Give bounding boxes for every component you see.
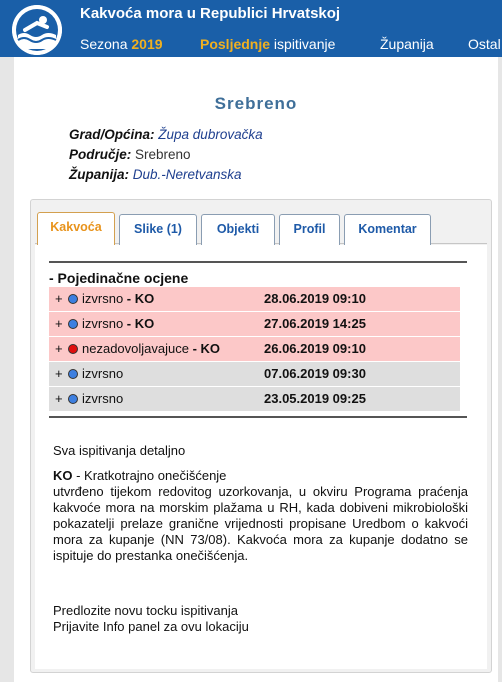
result-row[interactable] bbox=[49, 362, 460, 386]
blue-dot-icon bbox=[68, 369, 78, 379]
tab-objects[interactable]: Objekti bbox=[201, 214, 275, 245]
all-tests-link[interactable]: Sva ispitivanja detaljno bbox=[53, 443, 186, 458]
county-link[interactable]: Dub.-Neretvanska bbox=[132, 167, 242, 182]
nav-season-label: Sezona bbox=[80, 36, 128, 52]
ko-description: utvrđeno tijekom redovitog uzorkovanja, u okviru Programa praćenja kakvoće mora na morskim plažama u RH, kada dobiveni mikrobiološki pokazatelji prelaze granične vrijednosti propisane Uredbom o kakvoći mora za kupanje (NN 73/08). Kakvoća mora za kupanje dodatno se ispituje do prestanka onečišćenja. bbox=[53, 484, 468, 563]
page-title: Srebreno bbox=[214, 94, 298, 113]
nav-latest-rest: ispitivanje bbox=[273, 36, 336, 52]
ko-def-text: - Kratkotrajno onečišćenje bbox=[72, 468, 227, 483]
section-title-ratings[interactable]: - Pojedinačne ocjene bbox=[49, 270, 189, 286]
result-date: 26.06.2019 09:10 bbox=[264, 341, 366, 356]
blue-dot-icon bbox=[68, 294, 78, 304]
nav-season[interactable] bbox=[80, 36, 163, 52]
status-text: izvrsno bbox=[82, 291, 124, 306]
info-county bbox=[69, 167, 242, 182]
divider-bottom bbox=[49, 416, 467, 418]
divider-top bbox=[49, 261, 467, 263]
tab-container bbox=[30, 199, 492, 673]
ko-explanation bbox=[53, 468, 468, 564]
nav-latest-highlight: Posljednje bbox=[200, 36, 271, 52]
status-flag: - KO bbox=[123, 316, 155, 331]
blue-dot-icon bbox=[68, 394, 78, 404]
ko-definition bbox=[53, 468, 468, 484]
nav-latest-test[interactable] bbox=[200, 36, 335, 52]
area-value: Srebreno bbox=[135, 147, 191, 162]
expand-icon[interactable]: + bbox=[55, 316, 63, 331]
result-date: 07.06.2019 09:30 bbox=[264, 366, 366, 381]
expand-icon[interactable]: + bbox=[55, 366, 63, 381]
tab-profile[interactable]: Profil bbox=[279, 214, 340, 245]
result-status bbox=[82, 391, 123, 406]
info-area bbox=[69, 147, 191, 162]
nav-season-year: 2019 bbox=[131, 36, 163, 52]
info-municipality bbox=[69, 127, 263, 142]
municipality-label: Grad/Općina: bbox=[69, 127, 155, 142]
expand-icon[interactable]: + bbox=[55, 291, 63, 306]
tab-images[interactable]: Slike (1) bbox=[119, 214, 197, 245]
result-date: 27.06.2019 14:25 bbox=[264, 316, 366, 331]
tab-strip bbox=[35, 210, 487, 244]
result-row[interactable] bbox=[49, 387, 460, 411]
expand-icon[interactable]: + bbox=[55, 391, 63, 406]
nav-other[interactable]: Ostal bbox=[468, 36, 501, 52]
result-status bbox=[82, 341, 220, 356]
status-text: nezadovoljavajuce bbox=[82, 341, 189, 356]
ko-abbr: KO bbox=[53, 468, 73, 483]
content-panel bbox=[14, 57, 498, 682]
tab-panel-quality bbox=[35, 245, 487, 669]
site-header bbox=[0, 0, 502, 57]
result-status bbox=[82, 366, 123, 381]
result-row[interactable] bbox=[49, 312, 460, 336]
result-status bbox=[82, 291, 154, 306]
swimmer-logo-icon[interactable] bbox=[12, 5, 62, 55]
tab-quality[interactable]: Kakvoća bbox=[37, 212, 115, 245]
status-text: izvrsno bbox=[82, 316, 124, 331]
blue-dot-icon bbox=[68, 319, 78, 329]
report-info-panel-link[interactable]: Prijavite Info panel za ovu lokaciju bbox=[53, 619, 249, 634]
municipality-link[interactable]: Župa dubrovačka bbox=[158, 127, 263, 142]
result-date: 28.06.2019 09:10 bbox=[264, 291, 366, 306]
result-row[interactable] bbox=[49, 337, 460, 361]
tab-comment[interactable]: Komentar bbox=[344, 214, 431, 245]
site-title: Kakvoća mora u Republici Hrvatskoj bbox=[80, 5, 341, 22]
county-label: Županija: bbox=[69, 167, 129, 182]
red-dot-icon bbox=[68, 344, 78, 354]
result-status bbox=[82, 316, 154, 331]
result-date: 23.05.2019 09:25 bbox=[264, 391, 366, 406]
status-text: izvrsno bbox=[82, 366, 124, 381]
expand-icon[interactable]: + bbox=[55, 341, 63, 356]
nav-county[interactable]: Županija bbox=[380, 36, 434, 52]
result-row[interactable] bbox=[49, 287, 460, 311]
status-flag: - KO bbox=[123, 291, 155, 306]
status-flag: - KO bbox=[188, 341, 221, 356]
status-text: izvrsno bbox=[82, 391, 124, 406]
area-label: Područje: bbox=[69, 147, 132, 162]
suggest-point-link[interactable]: Predlozite novu tocku ispitivanja bbox=[53, 603, 238, 618]
